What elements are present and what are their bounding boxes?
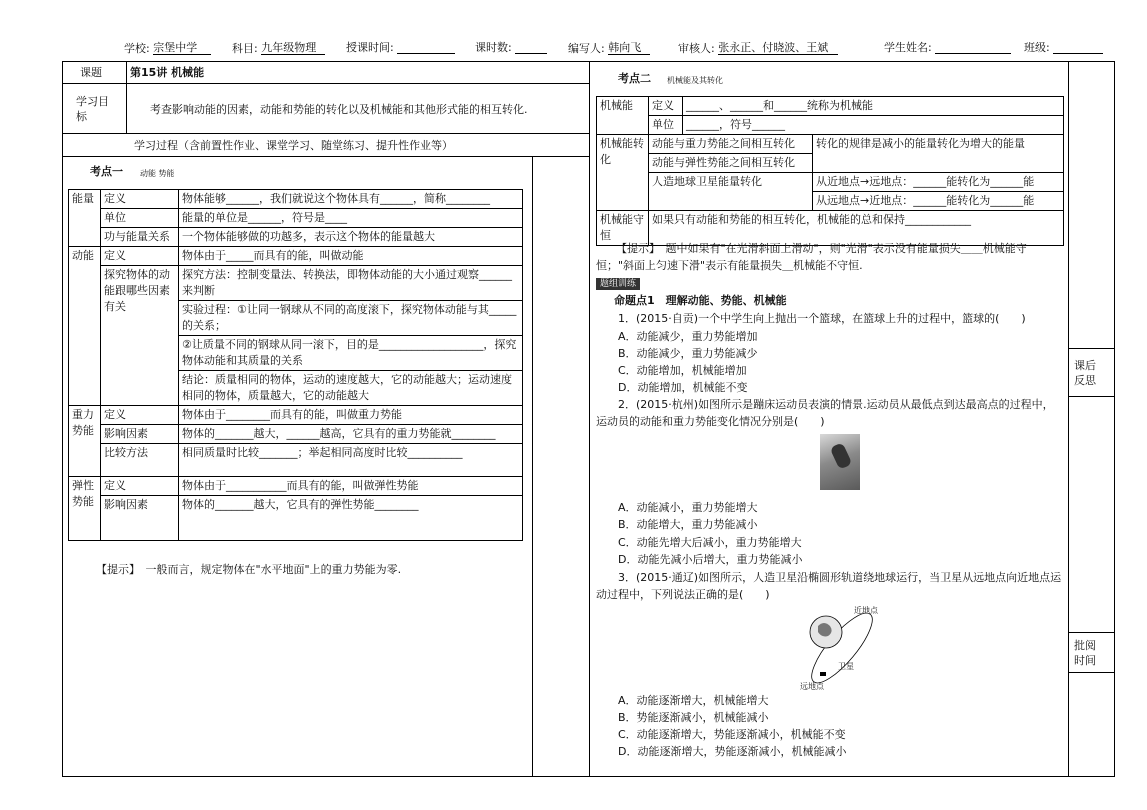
- mech-unit-val: ______，符号______: [683, 116, 1064, 135]
- energy-work-key: 功与能量关系: [101, 228, 179, 247]
- mech-sat: 人造地球卫星能量转化: [649, 173, 813, 211]
- kinetic-exp1: 实验过程：①让同一钢球从不同的高度滚下，探究物体动能与其_____的关系；: [179, 301, 523, 336]
- class-label: 班级:: [1024, 41, 1050, 54]
- energy-unit-key: 单位: [101, 209, 179, 228]
- gravity-cat: 重力势能: [69, 406, 101, 477]
- fig-far-label: 远地点: [800, 682, 824, 691]
- class-blank[interactable]: [1053, 53, 1103, 54]
- mech-near-far: 从近地点→远地点：______能转化为______能: [813, 173, 1064, 192]
- q1-opt-b[interactable]: B．动能减少，重力势能减少: [618, 347, 758, 360]
- kinetic-method: 探究方法：控制变量法、转换法，即物体动能的大小通过观察______来判断: [179, 266, 523, 301]
- q1-opt-c[interactable]: C．动能增加，机械能增加: [618, 364, 747, 377]
- q3-opt-d[interactable]: D．动能逐渐增大，势能逐渐减小，机械能减小: [618, 745, 847, 758]
- reviewer-value: 张永正、付晓波、王斌: [718, 41, 838, 55]
- left-margin-divider: [532, 156, 533, 777]
- left-right-divider: [589, 61, 590, 777]
- exercise-banner: 题组训练: [596, 278, 640, 290]
- school-value: 宗堡中学: [153, 41, 211, 55]
- point1-sub: 动能 势能: [140, 169, 175, 178]
- kinetic-def-key: 定义: [101, 247, 179, 266]
- point1-title: 考点一: [90, 165, 123, 178]
- elastic-cat: 弹性势能: [69, 477, 101, 541]
- gravity-def-key: 定义: [101, 406, 179, 425]
- mech-unit-key: 单位: [649, 116, 683, 135]
- gravity-factor-key: 影响因素: [101, 425, 179, 444]
- left-tip: 【提示】 一般而言，规定物体在"水平地面"上的重力势能为零.: [96, 563, 402, 576]
- elastic-def-key: 定义: [101, 477, 179, 496]
- goal-text: 考查影响动能的因素，动能和势能的转化以及机械能和其他形式能的相互转化.: [150, 103, 528, 116]
- kinetic-exp2: ②让质量不同的钢球从同一滚下，目的是___________________，探究物体动能和其质量的关系: [179, 336, 523, 371]
- kinetic-cat: 动能: [69, 247, 101, 406]
- gravity-def-val: 物体由于________而具有的能，叫做重力势能: [179, 406, 523, 425]
- process-label: 学习过程（含前置性作业、课堂学习、随堂练习、提升性作业等）: [134, 139, 453, 152]
- point2-title: 考点二: [618, 72, 651, 85]
- school-label: 学校:: [124, 42, 150, 55]
- gravity-compare-key: 比较方法: [101, 444, 179, 477]
- mech-conv2: 动能与弹性势能之间相互转化: [649, 154, 813, 173]
- mech-conv1: 动能与重力势能之间相互转化: [649, 135, 813, 154]
- q1-opt-a[interactable]: A．动能减少，重力势能增加: [618, 330, 758, 343]
- q2-opt-b[interactable]: B．动能增大，重力势能减小: [618, 518, 758, 531]
- mech-def-val: ______、______和______统称为机械能: [683, 97, 1064, 116]
- time-label: 授课时间:: [346, 41, 394, 54]
- q2-opt-d[interactable]: D．动能先减小后增大，重力势能减小: [618, 553, 803, 566]
- energy-table: [68, 189, 523, 541]
- right-tip: 【提示】 题中如果有"在光滑斜面上滑动"，则"光滑"表示没有能量损失＿＿机械能守恒；"斜面上匀速下滑"表示有能量损失＿机械能不守恒.: [596, 242, 1027, 272]
- energy-unit-val: 能量的单位是______，符号是____: [179, 209, 523, 228]
- reflect-label: 课后反思: [1074, 359, 1096, 387]
- trampoline-photo: [820, 434, 860, 490]
- topic-label: 课题: [80, 66, 102, 79]
- goal-label: 学习目标: [76, 95, 109, 123]
- elastic-factor-val: 物体的_______越大，它具有的弹性势能________: [179, 496, 523, 541]
- q3-opt-c[interactable]: C．动能逐渐增大，势能逐渐减小，机械能不变: [618, 728, 846, 741]
- editor-value: 韩向飞: [608, 41, 650, 55]
- kinetic-conclusion: 结论：质量相同的物体，运动的速度越大，它的动能越大；运动速度相同的物体，质量越大，它的动能越大: [179, 371, 523, 406]
- mech-cat1: 机械能: [597, 97, 649, 135]
- hours-blank[interactable]: [515, 53, 547, 54]
- gravity-compare-val: 相同质量时比较_______；举起相同高度时比较__________: [179, 444, 523, 477]
- q3-stem: 3．(2015·通辽)如图所示，人造卫星沿椭圆形轨道绕地球运行，当卫星从远地点向近地点运动过程中，下列说法正确的是( ): [596, 571, 1062, 601]
- subject-value: 九年级物理: [261, 41, 325, 55]
- gravity-factor-val: 物体的_______越大，______越高，它具有的重力势能就________: [179, 425, 523, 444]
- mech-cat3: 机械能守恒: [597, 211, 649, 246]
- student-blank[interactable]: [935, 53, 1011, 54]
- q3-opt-b[interactable]: B．势能逐渐减小，机械能减小: [618, 711, 769, 724]
- kinetic-def-val: 物体由于_____而具有的能，叫做动能: [179, 247, 523, 266]
- subject-label: 科目:: [232, 42, 258, 55]
- q2-opt-c[interactable]: C．动能先增大后减小，重力势能增大: [618, 536, 802, 549]
- kinetic-explore-key: 探究物体的动能跟哪些因素有关: [101, 266, 179, 406]
- energy-work-val: 一个物体能够做的功越多，表示这个物体的能量越大: [179, 228, 523, 247]
- q1-stem: 1．(2015·自贡)一个中学生向上抛出一个篮球，在篮球上升的过程中，篮球的( ): [618, 312, 1026, 325]
- energy-def-key: 定义: [101, 190, 179, 209]
- mech-far-near: 从远地点→近地点：______能转化为______能: [813, 192, 1064, 211]
- time-blank[interactable]: [397, 53, 455, 54]
- point2-sub: 机械能及其转化: [667, 76, 723, 85]
- review-label: 批阅时间: [1074, 639, 1096, 667]
- q2-stem: 2．(2015·杭州)如图所示是蹦床运动员表演的情景.运动员从最低点到达最高点的过程中，运动员的动能和重力势能变化情况分别是( ): [596, 398, 1054, 428]
- mech-table: [596, 96, 1064, 246]
- q2-opt-a[interactable]: A．动能减小，重力势能增大: [618, 501, 758, 514]
- editor-label: 编写人:: [568, 42, 605, 55]
- mech-rule: 转化的规律是减小的能量转化为增大的能量: [813, 135, 1064, 173]
- energy-def-val: 物体能够______，我们就说这个物体具有______，简称________: [179, 190, 523, 209]
- q1-opt-d[interactable]: D．动能增加，机械能不变: [618, 381, 748, 394]
- mech-cons: 如果只有动能和势能的相互转化，机械能的总和保持____________: [649, 211, 1064, 246]
- elastic-factor-key: 影响因素: [101, 496, 179, 541]
- elastic-def-val: 物体由于___________而具有的能，叫做弹性势能: [179, 477, 523, 496]
- mech-def-key: 定义: [649, 97, 683, 116]
- student-label: 学生姓名:: [884, 41, 932, 54]
- side-column-divider: [1068, 61, 1069, 777]
- fig-sat-label: 卫星: [838, 662, 854, 671]
- cmd-title: 命题点1 理解动能、势能、机械能: [614, 294, 787, 307]
- q3-opt-a[interactable]: A．动能逐渐增大，机械能增大: [618, 694, 769, 707]
- energy-cat: 能量: [69, 190, 101, 247]
- fig-near-label: 近地点: [854, 606, 878, 615]
- reviewer-label: 审核人:: [678, 42, 715, 55]
- topic-value: 第15讲 机械能: [130, 66, 205, 79]
- mech-cat2: 机械能转化: [597, 135, 649, 211]
- hours-label: 课时数:: [475, 41, 512, 54]
